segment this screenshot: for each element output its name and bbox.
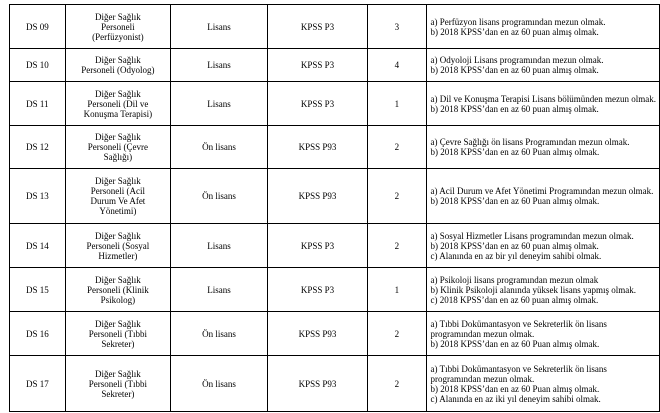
table-row — [10, 49, 660, 82]
position-title-line: Personeli (Sosyal — [86, 240, 150, 251]
position-title-line: Personeli (Dil ve — [87, 98, 149, 109]
position-title-line: (Perfüzyonist) — [92, 31, 144, 42]
requirement-line: b) 2018 KPSS’dan en az 60 Puan almış olmak. — [430, 147, 600, 157]
position-code-cell: DS 17 — [10, 356, 66, 412]
position-title-line: Yönetimi) — [99, 206, 137, 216]
position-title-cell — [65, 268, 170, 312]
position-title-cell — [65, 49, 170, 82]
exam-type-cell: KPSS P3 — [267, 49, 367, 82]
table-row — [10, 126, 660, 169]
requirement-line: c) 2018 KPSS’dan en az 60 puan almış olmak. — [430, 294, 599, 305]
exam-type-cell: KPSS P93 — [267, 126, 367, 169]
table-row — [10, 356, 660, 412]
exam-type-cell: KPSS P93 — [267, 169, 367, 224]
requirement-line: b) Klinik Psikoloji alanında yüksek lisans yapmış olmak. — [430, 284, 637, 295]
requirement-line: b) 2018 KPSS’dan en az 60 Puan almış olmak. — [430, 383, 600, 394]
requirement-line: a) Acil Durum ve Afet Yönetimi Programından mezun olmak. — [430, 186, 654, 196]
table-row — [10, 169, 660, 224]
requirements-cell — [426, 224, 659, 268]
requirement-line: a) Psikoloji lisans programından mezun olmak — [430, 274, 599, 285]
requirement-line: programından mezun olmak. — [430, 373, 535, 384]
position-title-cell — [65, 5, 170, 49]
position-title-cell — [65, 126, 170, 169]
table-row — [10, 5, 660, 49]
requirement-line: a) Dil ve Konuşma Terapisi Lisans bölümünden mezun olmak. — [430, 93, 656, 104]
position-code-cell: DS 10 — [10, 49, 66, 82]
requirements-cell — [426, 268, 659, 312]
position-title-line: Personeli (Odyolog) — [81, 65, 155, 75]
education-level-cell: Lisans — [171, 224, 268, 268]
position-title-cell — [65, 224, 170, 268]
requirement-line: c) Alanında en az iki yıl deneyim sahibi olmak. — [430, 393, 601, 404]
position-title-line: Sekreter) — [101, 388, 135, 399]
education-level-cell: Lisans — [171, 5, 268, 49]
table-row — [10, 268, 660, 312]
requirement-line: b) 2018 KPSS’dan en az 60 puan almış olmak. — [430, 65, 599, 75]
exam-type-cell: KPSS P3 — [267, 5, 367, 49]
quota-cell: 2 — [368, 224, 426, 268]
position-title-line: Diğer Sağlık — [95, 132, 141, 142]
quota-cell: 4 — [368, 49, 426, 82]
position-code-cell: DS 09 — [10, 5, 66, 49]
requirements-cell — [426, 312, 659, 356]
position-title-line: Diğer Sağlık — [95, 230, 141, 241]
position-title-line: Sağlığı) — [103, 152, 133, 162]
requirement-line: a) Çevre Sağlığı ön lisans Programından mezun olmak. — [430, 137, 630, 147]
position-title-line: Personeli (Tıbbi — [88, 328, 148, 339]
position-code-cell: DS 12 — [10, 126, 66, 169]
position-title-line: Personeli (Klinik — [87, 284, 149, 295]
position-title-line: Diğer Sağlık — [95, 88, 141, 99]
requirements-cell — [426, 5, 659, 49]
requirement-line: b) 2018 KPSS’dan en az 60 puan almış olmak. — [430, 26, 599, 37]
table-row — [10, 82, 660, 126]
requirement-line: a) Tıbbi Dokümantasyon ve Sekreterlik ön lisans — [430, 363, 607, 374]
quota-cell: 2 — [368, 312, 426, 356]
position-title-cell — [65, 169, 170, 224]
position-title-line: Personeli (Çevre — [87, 142, 149, 152]
position-code-cell: DS 15 — [10, 268, 66, 312]
requirement-line: a) Tıbbi Dokümantasyon ve Sekreterlik ön lisans — [430, 318, 607, 329]
position-title-line: Diğer Sağlık — [95, 11, 141, 22]
position-title-line: Personeli (Acil — [90, 186, 146, 196]
positions-table-body — [10, 5, 660, 412]
education-level-cell: Lisans — [171, 268, 268, 312]
education-level-cell: Ön lisans — [171, 126, 268, 169]
exam-type-cell: KPSS P3 — [267, 224, 367, 268]
requirements-cell — [426, 356, 659, 412]
quota-cell: 1 — [368, 268, 426, 312]
requirements-cell — [426, 49, 659, 82]
table-row — [10, 312, 660, 356]
exam-type-cell: KPSS P93 — [267, 312, 367, 356]
table-row — [10, 224, 660, 268]
exam-type-cell: KPSS P3 — [267, 268, 367, 312]
education-level-cell: Ön lisans — [171, 169, 268, 224]
requirements-cell — [426, 126, 659, 169]
positions-table — [9, 4, 660, 412]
quota-cell: 2 — [368, 126, 426, 169]
position-code-cell: DS 11 — [10, 82, 66, 126]
exam-type-cell: KPSS P93 — [267, 356, 367, 412]
position-title-line: Diğer Sağlık — [95, 55, 141, 65]
quota-cell: 3 — [368, 5, 426, 49]
requirement-line: a) Perfüzyon lisans programından mezun olmak. — [430, 16, 606, 27]
position-title-line: Psikolog) — [100, 294, 136, 305]
education-level-cell: Lisans — [171, 49, 268, 82]
requirement-line: programından mezun olmak. — [430, 328, 535, 339]
position-title-line: Diğer Sağlık — [95, 176, 141, 186]
position-title-cell — [65, 82, 170, 126]
requirement-line: b) 2018 KPSS’dan en az 60 puan almış olmak. — [430, 103, 599, 114]
position-title-line: Diğer Sağlık — [95, 274, 141, 285]
position-title-cell — [65, 312, 170, 356]
position-code-cell: DS 14 — [10, 224, 66, 268]
position-title-line: Diğer Sağlık — [95, 368, 141, 379]
position-title-line: Diğer Sağlık — [95, 318, 141, 329]
position-title-line: Hizmetler) — [98, 250, 138, 261]
quota-cell: 2 — [368, 169, 426, 224]
quota-cell: 1 — [368, 82, 426, 126]
requirement-line: a) Sosyal Hizmetler Lisans programından mezun olmak. — [430, 230, 634, 241]
requirement-line: c) Alanında en az bir yıl deneyim sahibi olmak. — [430, 250, 602, 261]
position-title-line: Personeli (Tıbbi — [88, 378, 148, 389]
education-level-cell: Ön lisans — [171, 356, 268, 412]
requirement-line: b) 2018 KPSS’dan en az 60 puan almış olmak. — [430, 240, 599, 251]
position-code-cell: DS 16 — [10, 312, 66, 356]
requirement-line: b) 2018 KPSS’dan en az 60 Puan almış olmak. — [430, 338, 600, 349]
requirement-line: b) 2018 KPSS’dan en az 60 Puan almış olmak. — [430, 196, 600, 206]
requirement-line: a) Odyoloji Lisans programından mezun olmak. — [430, 55, 604, 65]
education-level-cell: Ön lisans — [171, 312, 268, 356]
requirements-cell — [426, 82, 659, 126]
exam-type-cell: KPSS P3 — [267, 82, 367, 126]
position-title-line: Personeli — [101, 21, 135, 32]
position-title-line: Konuşma Terapisi) — [83, 108, 153, 119]
quota-cell: 2 — [368, 356, 426, 412]
position-code-cell: DS 13 — [10, 169, 66, 224]
position-title-cell — [65, 356, 170, 412]
position-title-line: Sekreter) — [101, 338, 135, 349]
position-title-line: Durum Ve Afet — [90, 196, 146, 206]
requirements-cell — [426, 169, 659, 224]
education-level-cell: Lisans — [171, 82, 268, 126]
